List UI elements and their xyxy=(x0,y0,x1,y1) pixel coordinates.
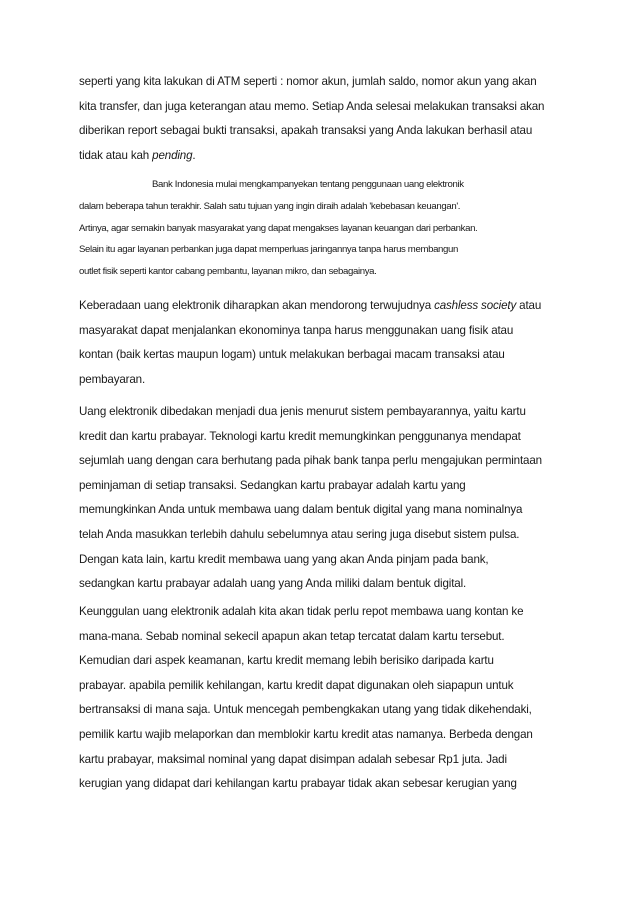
paragraph-1 xyxy=(79,70,571,168)
text-line: Kemudian dari aspek keamanan, kartu kredit memang lebih berisiko daripada kartu xyxy=(79,654,494,668)
paragraph-4 xyxy=(79,400,571,597)
text-line: Keunggulan uang elektronik adalah kita akan tidak perlu repot membawa uang kontan ke xyxy=(79,605,524,618)
text-segment: . xyxy=(192,148,196,162)
text-line: Selain itu agar layanan perbankan juga dapat memperluas jaringannya tanpa harus membangun xyxy=(79,244,458,256)
paragraph-5 xyxy=(79,600,571,797)
text-line: Artinya, agar semakin banyak masyarakat yang dapat mengakses layanan keuangan dari perbankan. xyxy=(79,222,478,234)
italic-term: cashless society xyxy=(434,299,517,312)
paragraph-2 xyxy=(79,174,571,283)
text-line: outlet fisik seperti kantor cabang pembantu, layanan mikro, dan sebagainya. xyxy=(79,266,377,278)
text-line xyxy=(79,144,571,169)
text-line: sejumlah uang dengan cara berhutang pada pihak bank tanpa perlu mengajukan permintaan xyxy=(79,454,542,468)
text-line: Bank Indonesia mulai mengkampanyekan tentang penggunaan uang elektronik xyxy=(152,179,464,190)
text-line: kerugian yang didapat dari kehilangan kartu prabayar tidak akan sebesar kerugian yang xyxy=(79,777,517,791)
text-line: peminjaman di setiap transaksi. Sedangkan kartu prabayar adalah kartu yang xyxy=(79,478,466,492)
text-line: pemilik kartu wajib melaporkan dan memblokir kartu kredit atas namanya. Berbeda dengan xyxy=(79,727,533,741)
text-segment: tidak atau kah xyxy=(79,148,153,162)
text-line: pembayaran. xyxy=(79,372,146,386)
text-line: kita transfer, dan juga keterangan atau memo. Setiap Anda selesai melakukan transaksi akan xyxy=(79,99,545,113)
text-segment: Keberadaan uang elektronik diharapkan akan mendorong terwujudnya xyxy=(79,299,435,312)
text-line: prabayar. apabila pemilik kehilangan, kartu kredit dapat digunakan oleh siapapun untuk xyxy=(79,678,514,692)
text-line: sedangkan kartu prabayar adalah uang yang Anda miliki dalam bentuk digital. xyxy=(79,577,467,591)
text-line: kontan (baik kertas maupun logam) untuk melakukan berbagai macam transaksi atau xyxy=(79,348,505,362)
text-line: masyarakat dapat menjalankan ekonominya tanpa harus menggunakan uang fisik atau xyxy=(79,323,514,337)
text-segment: atau xyxy=(516,299,542,312)
paragraph-3 xyxy=(79,294,571,392)
text-line xyxy=(79,294,571,319)
text-line: kartu prabayar, maksimal nominal yang dapat disimpan adalah sebesar Rp1 juta. Jadi xyxy=(79,752,507,766)
text-line: Dengan kata lain, kartu kredit membawa uang yang akan Anda pinjam pada bank, xyxy=(79,552,489,566)
text-line: telah Anda masukkan terlebih dahulu sebelumnya atau sering juga disebut sistem pulsa. xyxy=(79,527,520,541)
text-line: seperti yang kita lakukan di ATM seperti : nomor akun, jumlah saldo, nomor akun yang akan xyxy=(79,75,537,88)
text-line: diberikan report sebagai bukti transaksi, apakah transaksi yang Anda lakukan berhasil atau xyxy=(79,124,533,138)
text-line: memungkinkan Anda untuk membawa uang dalam bentuk digital yang mana nominalnya xyxy=(79,503,523,517)
italic-term: pending xyxy=(152,148,193,162)
text-line: dalam beberapa tahun terakhir. Salah satu tujuan yang ingin diraih adalah 'kebebasan keuangan'. xyxy=(79,200,461,212)
text-line: bertransaksi di mana saja. Untuk mencegah pembengkakan utang yang tidak dikehendaki, xyxy=(79,703,532,717)
text-line: kredit dan kartu prabayar. Teknologi kartu kredit memungkinkan penggunanya mendapat xyxy=(79,429,521,443)
text-line: mana-mana. Sebab nominal sekecil apapun akan tetap tercatat dalam kartu tersebut. xyxy=(79,629,505,643)
text-line: Uang elektronik dibedakan menjadi dua jenis menurut sistem pembayarannya, yaitu kartu xyxy=(79,405,526,418)
